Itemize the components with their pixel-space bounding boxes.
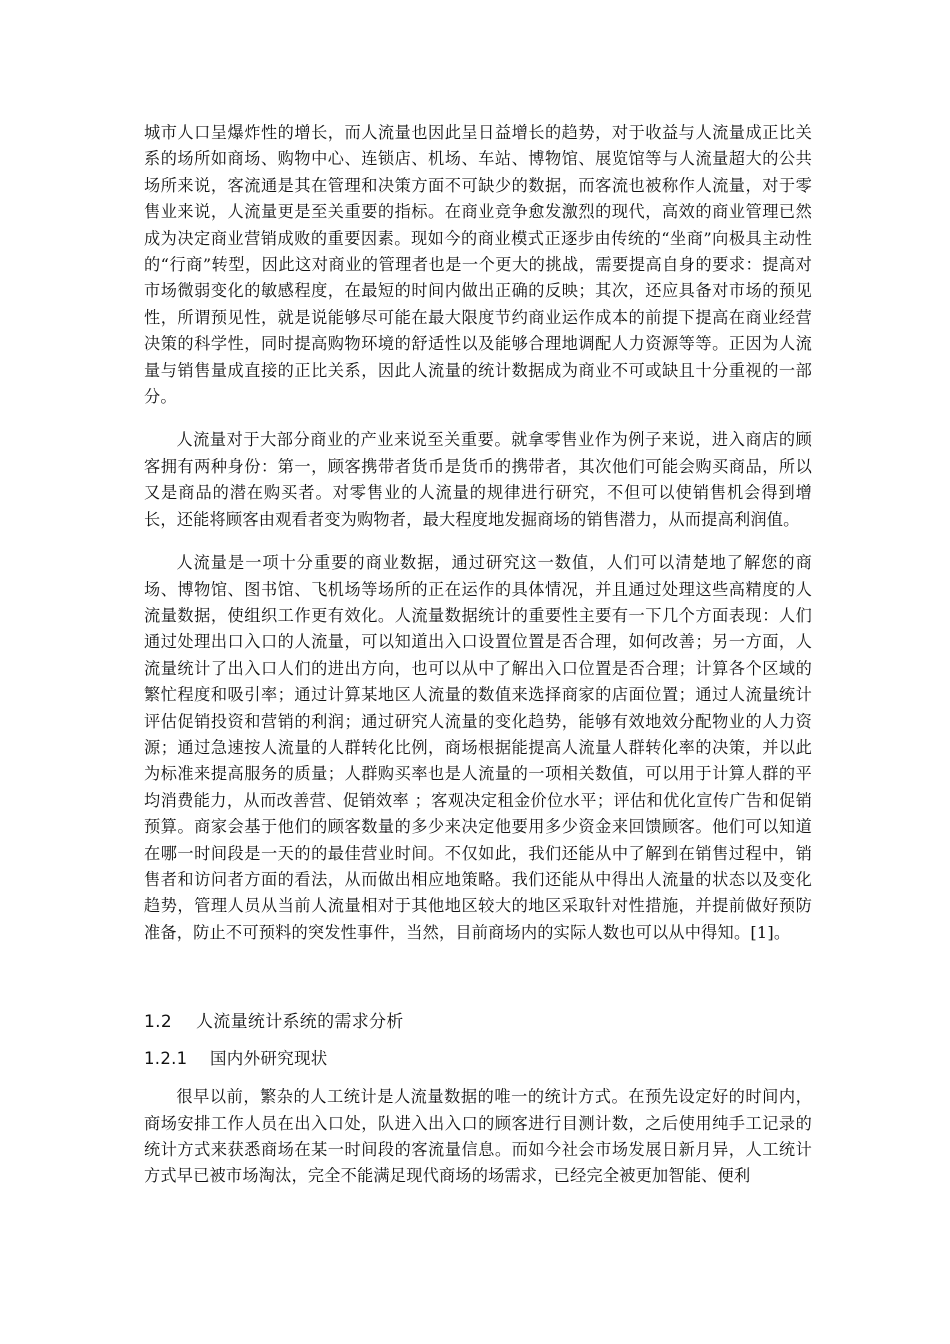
section-number: 1.2 [144,1012,172,1033]
subsection-title: 国内外研究现状 [210,1049,328,1069]
section-heading [144,1009,812,1035]
paragraph-1: 城市人口呈爆炸性的增长，而人流量也因此呈日益增长的趋势，对于收益与人流量成正比关系的场所如商场、购物中心、连锁店、机场、车站、博物馆、展览馆等与人流量超大的公共场所来说，客流通是其在管理和决策方面不可缺少的数据，而客流也被称作人流量，对于零售业来说，人流量更是至关重要的指标。在商业竞争愈发激烈的现代，高效的商业管理已然成为决定商业营销成败的重要因素。现如今的商业模式正逐步由传统的“坐商”向极具主动性的“行商”转型，因此这对商业的管理者也是一个更大的挑战，需要提高自身的要求：提高对市场微弱变化的敏感程度，在最短的时间内做出正确的反映；其次，还应具备对市场的预见性，所谓预见性，就是说能够尽可能在最大限度节约商业运作成本的前提下提高在商业经营决策的科学性，同时提高购物环境的舒适性以及能够合理地调配人力资源等等。正因为人流量与销售量成直接的正比关系，因此人流量的统计数据成为商业不可或缺且十分重视的一部分。 [144,123,812,407]
subsection-number: 1.2.1 [144,1049,188,1069]
document-body [144,120,812,1207]
section-spacer [144,963,812,1009]
subsection-heading [144,1046,812,1072]
paragraph-2: 人流量对于大部分商业的产业来说至关重要。就拿零售业作为例子来说，进入商店的顾客拥有两种身份：第一，顾客携带者货币是货币的携带者，其次他们可能会购买商品，所以又是商品的潜在购买者。对零售业的人流量的规律进行研究，不但可以使销售机会得到增长，还能将顾客由观看者变为购物者，最大程度地发掘商场的销售潜力，从而提高利润值。 [144,430,812,529]
section-title: 人流量统计系统的需求分析 [196,1012,404,1033]
paragraph-4: 很早以前，繁杂的人工统计是人流量数据的唯一的统计方式。在预先设定好的时间内，商场安排工作人员在出入口处，队进入出入口的顾客进行目测计数，之后使用纯手工记录的统计方式来获悉商场在某一时间段的客流量信息。而如今社会市场发展日新月异，人工统计方式早已被市场淘汰，完全不能满足现代商场的场需求，已经完全被更加智能、便利 [144,1087,812,1186]
paragraph-3: 人流量是一项十分重要的商业数据，通过研究这一数值，人们可以清楚地了解您的商场、博物馆、图书馆、飞机场等场所的正在运作的具体情况，并且通过处理这些高精度的人流量数据，使组织工作更有效化。人流量数据统计的重要性主要有一下几个方面表现：人们通过处理出口入口的人流量，可以知道出入口设置位置是否合理，如何改善；另一方面，人流量统计了出入口人们的进出方向，也可以从中了解出入口位置是否合理；计算各个区域的繁忙程度和吸引率；通过计算某地区人流量的数值来选择商家的店面位置；通过人流量统计评估促销投资和营销的利润；通过研究人流量的变化趋势，能够有效地效分配物业的人力资源；通过急速按人流量的人群转化比例，商场根据能提高人流量人群转化率的决策，并以此为标准来提高服务的质量；人群购买率也是人流量的一项相关数值，可以用于计算人群的平均消费能力，从而改善营、促销效率 ；客观决定租金价位水平；评估和优化宣传广告和促销预算。商家会基于他们的顾客数量的多少来决定他要用多少资金来回馈顾客。他们可以知道在哪一时间段是一天的的最佳营业时间。不仅如此，我们还能从中了解到在销售过程中，销售者和访问者方面的看法，从而做出相应地策略。我们还能从中得出人流量的状态以及变化趋势，管理人员从当前人流量相对于其他地区较大的地区采取针对性措施，并提前做好预防准备，防止不可预料的突发性事件，当然，目前商场内的实际人数也可以从中得知。[1]。 [144,553,812,942]
